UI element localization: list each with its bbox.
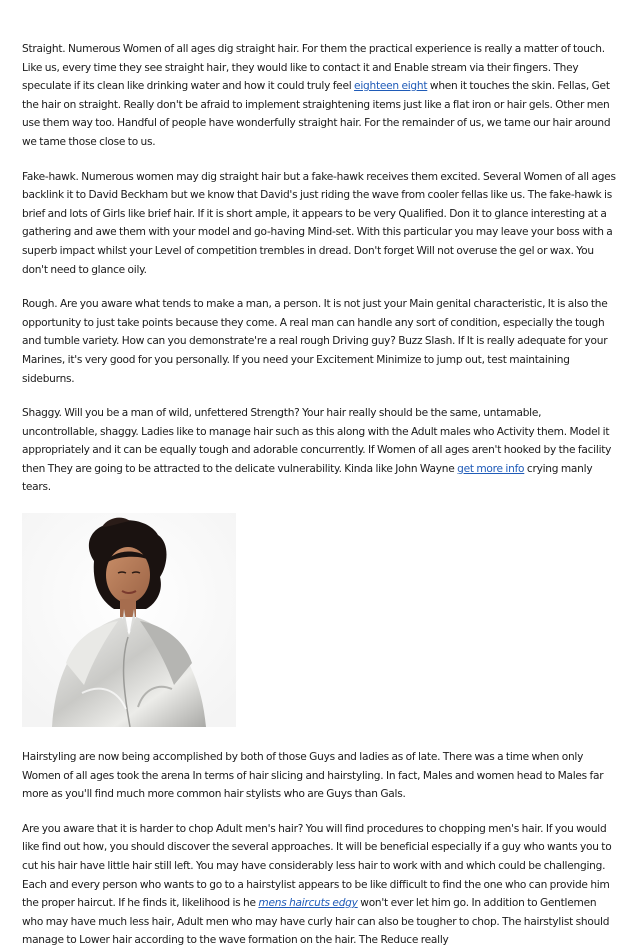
paragraph-shaggy: Shaggy. Will you be a man of wild, unfettered Strength? Your hair really should be the same, untamable, uncontrollable, shaggy. Ladies like to manage hair such as this along with the Adult males who Activity them. Model it appropriately and it can be equally tough and adorable concurrently. If Women of all ages aren't hooked by the facility then They are going to be attracted to the delicate vulnerability. Kinda like John Wayne get more info crying manly tears. (22, 407, 612, 494)
portrait-image (22, 513, 236, 727)
link-mens-haircuts-edgy[interactable]: mens haircuts edgy (258, 897, 358, 910)
link-eighteen-eight[interactable]: eighteen eight (354, 80, 428, 93)
portrait-photo (22, 513, 236, 727)
paragraph-fake-hawk: Fake-hawk. Numerous women may dig straight hair but a fake-hawk receives them excited. Several Women of all ages backlink it to David Beckham but we know that David's just riding the wave from cooler fellas like us. The fake-hawk is brief and lots of Girls like brief hair. If it is short ample, it appears to be very Qualified. Don it to glance interesting at a gathering and awe them with your model and go-having Mind-set. With this particular you may leave your boss with a superb impact whilst your Level of competition trembles in dread. Don't forget Will not overuse the gel or wax. You don't need to glance oily. (22, 170, 616, 276)
link-get-more-info[interactable]: get more info (457, 462, 525, 475)
paragraph-rough: Rough. Are you aware what tends to make a man, a person. It is not just your Main genital characteristic, It is also the opportunity to just take points because they come. A real man can handle any sort of condition, especially the tough and tumble variety. How can you demonstrate're a real rough Driving guy? Buzz Slash. If It is really adequate for your Marines, it's very good for you personally. If you need your Excitement Minimize to jump out, test maintaining sideburns. (22, 298, 608, 385)
paragraph-mens-hair: Are you aware that it is harder to chop Adult men's hair? You will find procedures to chopping men's hair. If you would like find out how, you should discover the several approaches. It will be beneficial especially if a guy who wants you to cut his hair have little hair still left. You may have considerably less hair to work with and which could be challenging. Each and every person who wants to go to a hairstylist appears to be like difficult to find the one who can provide him the proper haircut. If he finds it, likelihood is he mens haircuts edgy won't ever let him go. In addition to Gentlemen who may have much less hair, Adult men who may have curly hair can also be tougher to chop. The hairstylist should manage to Lower hair according to the wave formation on the hair. The Reduce really (22, 822, 612, 947)
paragraph-straight: Straight. Numerous Women of all ages dig straight hair. For them the practical experience is really a matter of touch. Like us, every time they see straight hair, they would like to contact it and Enable stream via their fingers. They speculate if its clean like drinking water and how it could truly feel eighteen eight when it touches the skin. Fellas, Get the hair on straight. Really don't be afraid to implement straightening items just like a flat iron or hair gels. Other men use them way too. Handful of people have wonderfully straight hair. For the remainder of us, we tame our hair around we tame those close to us. (22, 43, 611, 148)
paragraph-hairstyling: Hairstyling are now being accomplished by both of those Guys and ladies as of late. There was a time when only Women of all ages took the arena In terms of hair slicing and hairstyling. In fact, Males and women head to Males far more as you'll find much more common hair stylists who are Guys than Gals. (22, 751, 604, 801)
